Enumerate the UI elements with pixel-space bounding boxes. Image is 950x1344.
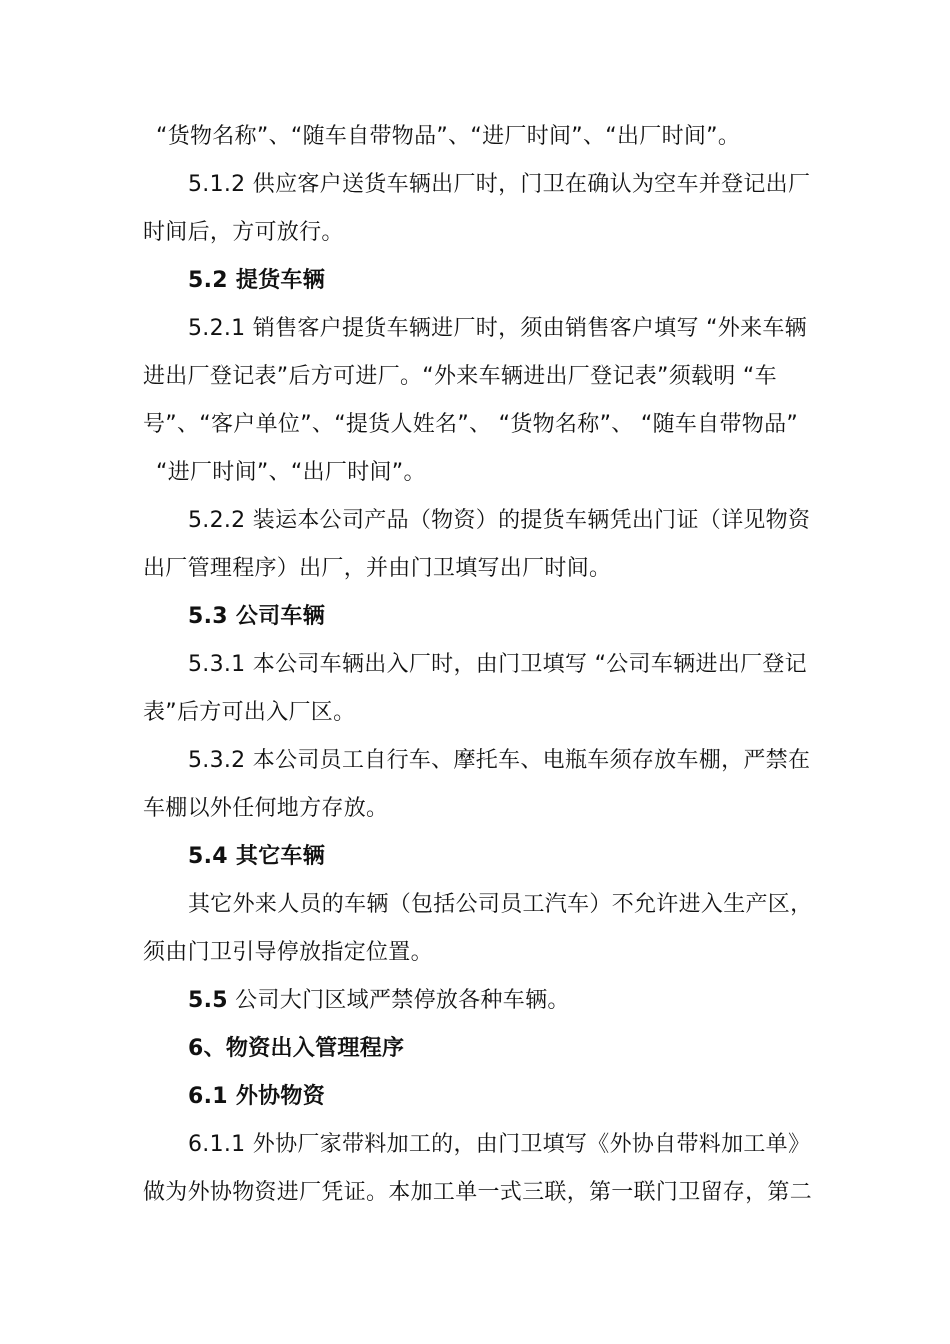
section-heading: 6.1 外协物资 xyxy=(188,1084,326,1109)
section-heading: 5.2 提货车辆 xyxy=(188,268,326,293)
section-heading: 5.4 其它车辆 xyxy=(188,844,326,869)
text-line: 进出厂登记表”后方可进厂。“外来车辆进出厂登记表”须载明 “车 xyxy=(143,364,777,389)
text-line: 5.1.2 供应客户送货车辆出厂时，门卫在确认为空车并登记出厂 xyxy=(188,172,811,197)
section-number: 5.5 xyxy=(188,988,228,1013)
text-line: 号”、“客户单位”、“提货人姓名”、 “货物名称”、 “随车自带物品” xyxy=(143,412,799,437)
text-line: 出厂管理程序）出厂，并由门卫填写出厂时间。 xyxy=(143,556,612,581)
text-line: 做为外协物资进厂凭证。本加工单一式三联，第一联门卫留存，第二 xyxy=(143,1180,813,1205)
text-line: 车棚以外任何地方存放。 xyxy=(143,796,389,821)
text-line: 6.1.1 外协厂家带料加工的，由门卫填写《外协自带料加工单》 xyxy=(188,1132,811,1157)
text-line: 5.3.2 本公司员工自行车、摩托车、电瓶车须存放车棚，严禁在 xyxy=(188,748,811,773)
text-line: 5.5 公司大门区域严禁停放各种车辆。 xyxy=(188,988,570,1013)
text-line: 5.2.1 销售客户提货车辆进厂时，须由销售客户填写 “外来车辆 xyxy=(188,316,807,341)
text-line: 5.3.1 本公司车辆出入厂时，由门卫填写 “公司车辆进出厂登记 xyxy=(188,652,807,677)
text-line: “进厂时间”、“出厂时间”。 xyxy=(156,460,426,485)
section-heading: 5.3 公司车辆 xyxy=(188,604,326,629)
text-line: 其它外来人员的车辆（包括公司员工汽车）不允许进入生产区， xyxy=(188,892,813,917)
text-line: “货物名称”、“随车自带物品”、“进厂时间”、“出厂时间”。 xyxy=(156,124,741,149)
text-line: 5.2.2 装运本公司产品（物资）的提货车辆凭出门证（详见物资 xyxy=(188,508,811,533)
section-heading: 6、物资出入管理程序 xyxy=(188,1036,405,1061)
text-line: 表”后方可出入厂区。 xyxy=(143,700,356,725)
text-line: 时间后，方可放行。 xyxy=(143,220,344,245)
text-line: 须由门卫引导停放指定位置。 xyxy=(143,940,433,965)
